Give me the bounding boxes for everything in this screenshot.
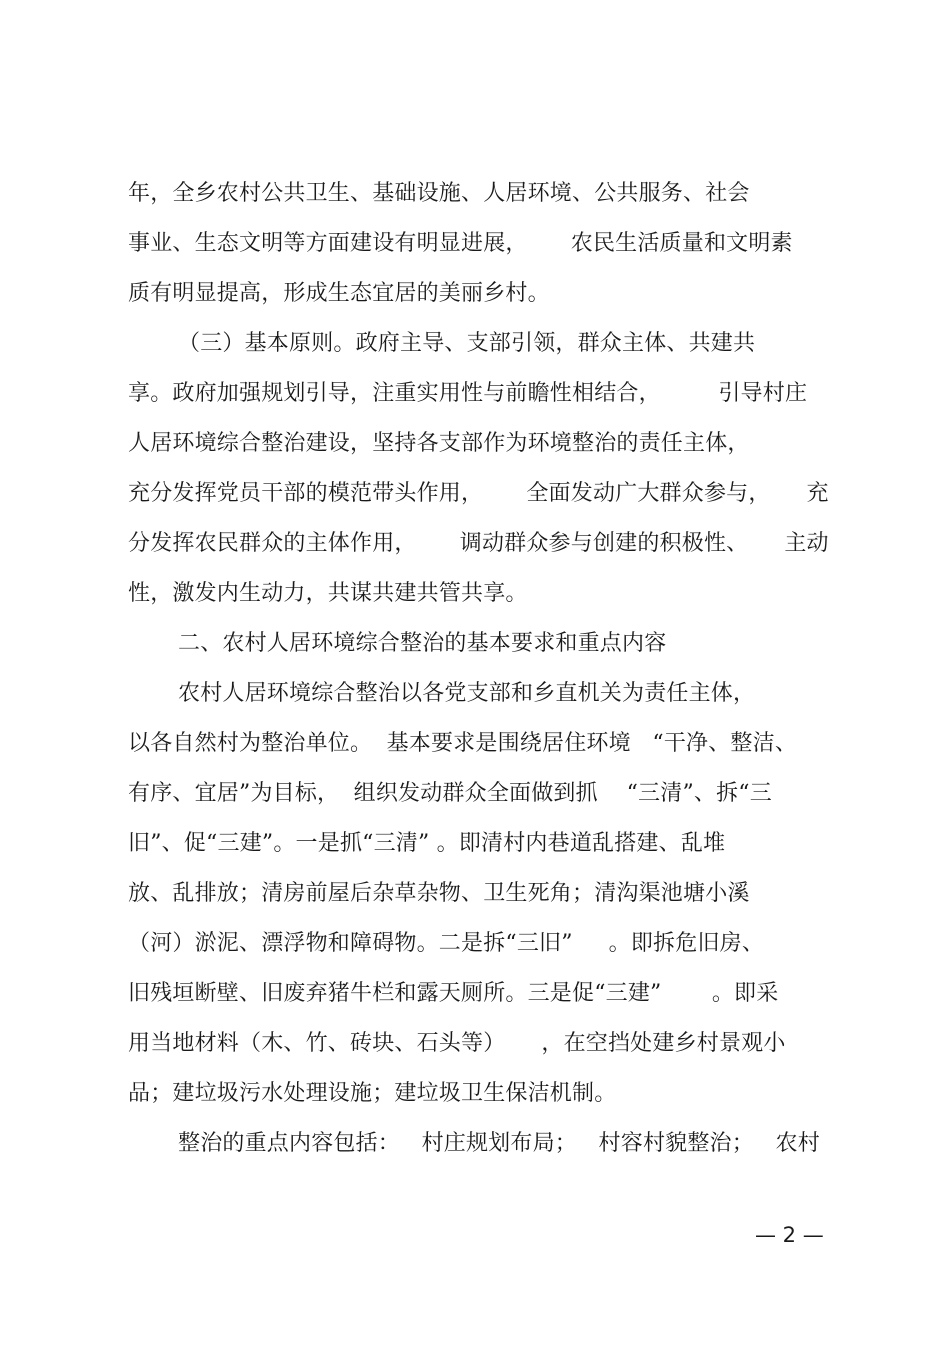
text-line: 享。政府加强规划引导，注重实用性与前瞻性相结合， 引导村庄: [128, 381, 808, 406]
text-line: 旧残垣断壁、旧废弃猪牛栏和露天厕所。三是促“三建” 。即采: [128, 981, 779, 1006]
text-line: （河）淤泥、漂浮物和障碍物。二是拆“三旧” 。即拆危旧房、: [128, 931, 765, 956]
text-line: 质有明显提高，形成生态宜居的美丽乡村。: [128, 281, 550, 306]
text-line: 放、乱排放；清房前屋后杂草杂物、卫生死角；清沟渠池塘小溪: [128, 881, 750, 906]
text-line: 以各自然村为整治单位。 基本要求是围绕居住环境 “干净、整洁、: [128, 731, 798, 756]
text-line: （三）基本原则。政府主导、支部引领，群众主体、共建共: [178, 331, 756, 356]
text-line: 事业、生态文明等方面建设有明显进展， 农民生活质量和文明素: [128, 231, 793, 256]
text-line: 旧”、促“三建”。一是抓“三清” 。即清村内巷道乱搭建、乱堆: [128, 831, 726, 856]
text-line: 人居环境综合整治建设，坚持各支部作为环境整治的责任主体，: [128, 431, 750, 456]
text-line: 有序、宜居”为目标， 组织发动群众全面做到抓 “三清”、拆“三: [128, 781, 772, 806]
page-number: — 2 —: [755, 1223, 824, 1247]
text-line: 整治的重点内容包括： 村庄规划布局； 村容村貌整治； 农村: [178, 1131, 820, 1156]
text-line: 用当地材料（木、竹、砖块、石头等） ，在空挡处建乡村景观小: [128, 1031, 786, 1056]
section-heading: 二、农村人居环境综合整治的基本要求和重点内容: [178, 631, 667, 656]
text-line: 农村人居环境综合整治以各党支部和乡直机关为责任主体，: [178, 681, 756, 706]
text-line: 充分发挥党员干部的模范带头作用， 全面发动广大群众参与， 充: [128, 481, 829, 506]
text-line: 分发挥农民群众的主体作用， 调动群众参与创建的积极性、 主动: [128, 531, 829, 556]
text-line: 品；建垃圾污水处理设施；建垃圾卫生保洁机制。: [128, 1081, 617, 1106]
text-line: 年，全乡农村公共卫生、基础设施、人居环境、公共服务、社会: [128, 181, 750, 206]
text-line: 性，激发内生动力，共谋共建共管共享。: [128, 581, 528, 606]
